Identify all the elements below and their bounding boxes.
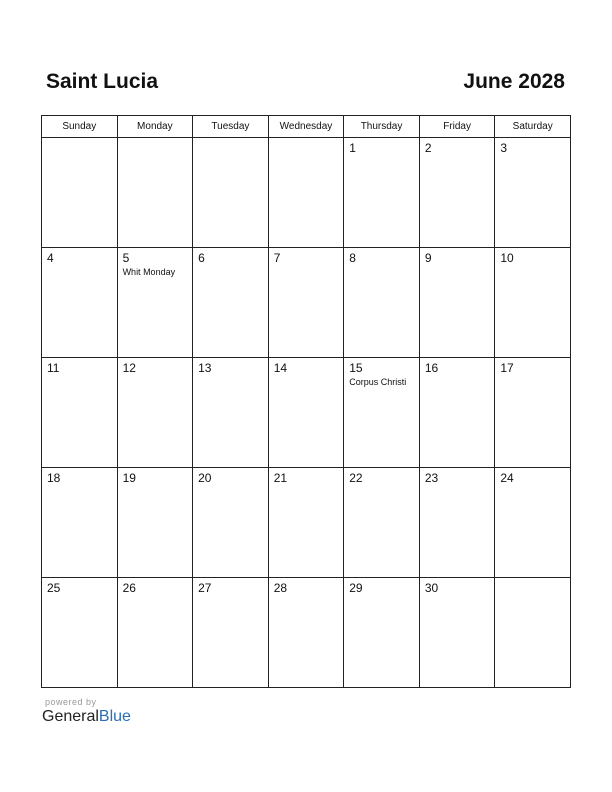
week-row [42, 578, 571, 688]
footer-branding [42, 697, 131, 726]
day-number: 3 [500, 141, 508, 155]
day-cell [42, 138, 118, 248]
day-cell [42, 578, 118, 688]
day-cell [268, 138, 344, 248]
day-cell [268, 358, 344, 468]
day-cell [193, 248, 269, 358]
month-year-title: June 2028 [463, 70, 565, 93]
day-number: 4 [47, 251, 54, 265]
day-number: 22 [349, 471, 363, 485]
day-number: 5 [122, 251, 130, 265]
day-number: 30 [424, 581, 439, 595]
day-cell [117, 138, 193, 248]
day-cell [495, 248, 571, 358]
day-cell [268, 468, 344, 578]
day-number: 17 [500, 361, 514, 375]
generalblue-logo [42, 708, 131, 726]
day-cell [193, 358, 269, 468]
day-number: 2 [424, 141, 432, 155]
day-cell [117, 468, 193, 578]
day-cell [419, 248, 495, 358]
week-row [42, 358, 571, 468]
day-number: 12 [122, 361, 136, 375]
brand-general-text: General [42, 708, 99, 725]
day-cell [344, 248, 420, 358]
day-number: 16 [424, 361, 439, 375]
weekday-header: Wednesday [268, 116, 344, 138]
day-cell [193, 138, 269, 248]
day-cell [42, 248, 118, 358]
day-number: 15 [349, 361, 363, 375]
day-cell [42, 468, 118, 578]
day-number: 11 [47, 361, 60, 375]
day-number: 28 [273, 581, 288, 595]
day-cell [117, 578, 193, 688]
day-cell [344, 578, 420, 688]
day-number: 29 [349, 581, 363, 595]
day-number: 9 [424, 251, 432, 265]
weekday-header: Thursday [344, 116, 420, 138]
day-cell [419, 578, 495, 688]
day-cell [495, 578, 571, 688]
weekday-header: Sunday [42, 116, 118, 138]
day-number: 1 [349, 141, 356, 155]
weekday-header-row [42, 116, 571, 138]
powered-by-label: powered by [45, 697, 97, 707]
day-number: 8 [349, 251, 356, 265]
day-number: 20 [198, 471, 212, 485]
day-number: 21 [273, 471, 288, 485]
day-number: 26 [122, 581, 136, 595]
brand-blue-text: Blue [98, 708, 131, 725]
week-row [42, 248, 571, 358]
day-cell [117, 248, 193, 358]
day-number: 18 [47, 471, 61, 485]
day-cell [344, 358, 420, 468]
day-cell [117, 358, 193, 468]
day-cell [419, 358, 495, 468]
week-row [42, 468, 571, 578]
weekday-header: Friday [419, 116, 495, 138]
week-row [42, 138, 571, 248]
day-cell [495, 468, 571, 578]
day-number: 24 [500, 471, 514, 485]
day-cell [42, 358, 118, 468]
weekday-header: Saturday [495, 116, 571, 138]
day-cell [268, 248, 344, 358]
weekday-header: Tuesday [193, 116, 269, 138]
day-number: 6 [198, 251, 205, 265]
day-number: 13 [198, 361, 212, 375]
day-number: 7 [273, 251, 281, 265]
day-cell [495, 358, 571, 468]
day-number: 23 [424, 471, 439, 485]
calendar-grid [41, 115, 571, 688]
country-title: Saint Lucia [46, 70, 159, 93]
weekday-header: Monday [117, 116, 193, 138]
day-number: 27 [198, 581, 212, 595]
holiday-label: Whit Monday [122, 267, 176, 277]
day-cell [193, 578, 269, 688]
day-cell [344, 138, 420, 248]
day-number: 14 [273, 361, 288, 375]
day-cell [495, 138, 571, 248]
day-number: 10 [500, 251, 514, 265]
day-cell [344, 468, 420, 578]
day-number: 25 [47, 581, 61, 595]
day-cell [268, 578, 344, 688]
day-number: 19 [122, 471, 136, 485]
day-cell [419, 138, 495, 248]
day-cell [419, 468, 495, 578]
holiday-label: Corpus Christi [349, 377, 407, 387]
day-cell [193, 468, 269, 578]
